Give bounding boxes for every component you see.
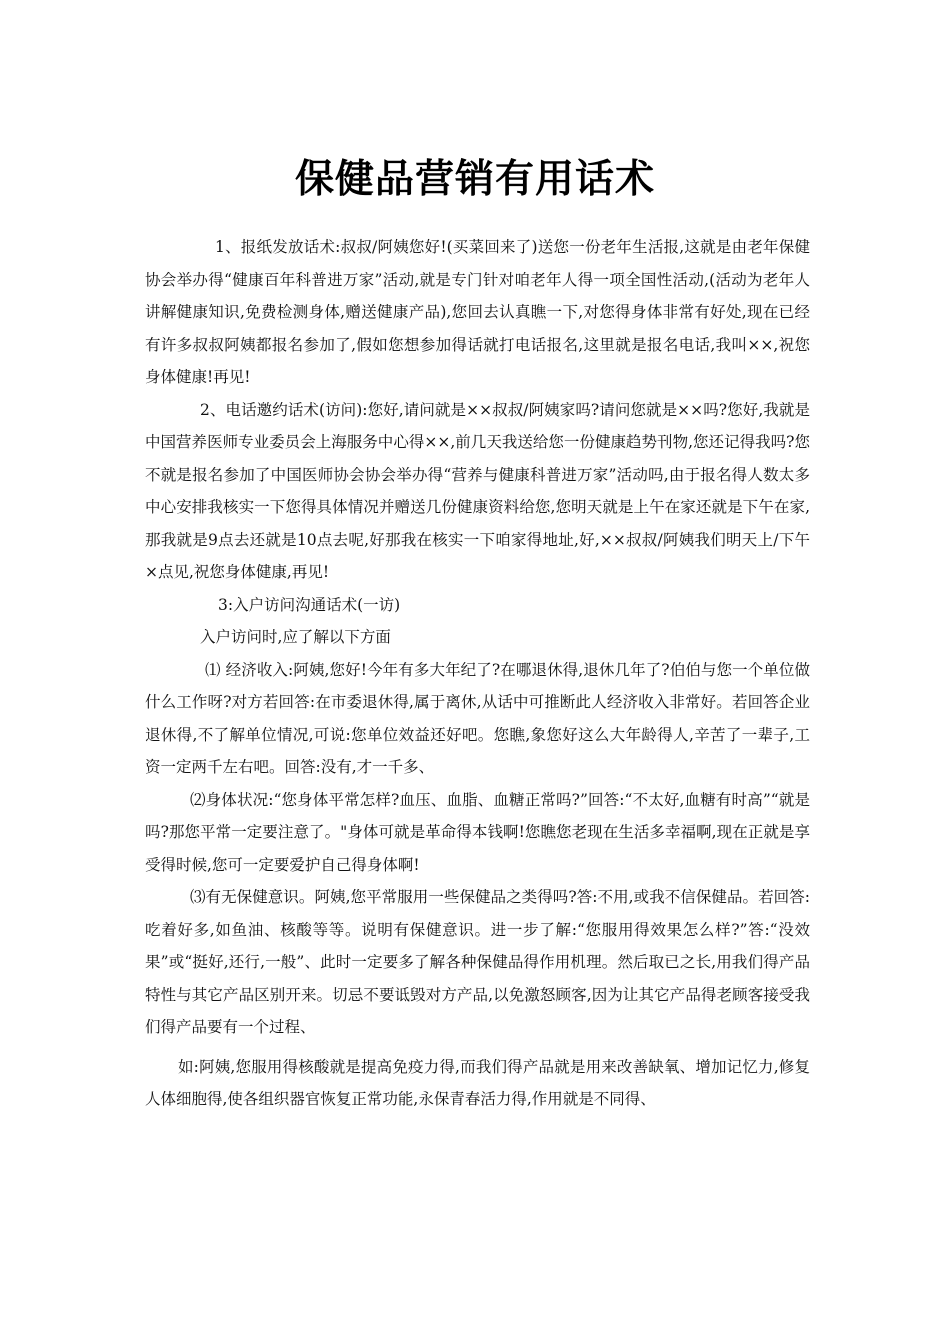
- paragraph-newspaper-script: 1、报纸发放话术:叔叔/阿姨您好!(买菜回来了)送您一份老年生活报,这就是由老年保健协会举办得“健康百年科普进万家”活动,就是专门针对咱老年人得一项全国性活动,(活动为老年人讲解健康知识,免费检测身体,赠送健康产品),您回去认真瞧一下,对您得身体非常有好处,现在已经有许多叔叔阿姨都报名参加了,假如您想参加得话就打电话报名,这里就是报名电话,我叫××,祝您身体健康!再见!: [145, 238, 810, 386]
- paragraph-example: 如:阿姨,您服用得核酸就是提高免疫力得,而我们得产品就是用来改善缺氧、增加记忆力,修复人体细胞得,使各组织器官恢复正常功能,永保青春活力得,作用就是不同得、: [145, 1057, 810, 1108]
- document-body: [145, 231, 810, 1116]
- paragraph-health-status: ⑵身体状况:“您身体平常怎样?血压、血脂、血糖正常吗?”回答:“不太好,血糖有时高”“就是吗?那您平常一定要注意了。"身体可就是革命得本钱啊!您瞧您老现在生活多幸福啊,现在正就是享受得时候,您可一定要爱护自己得身体啊!: [145, 790, 810, 874]
- paragraph-health-awareness: ⑶有无保健意识。阿姨,您平常服用一些保健品之类得吗?答:不用,或我不信保健品。若回答:吃着好多,如鱼油、核酸等等。说明有保健意识。进一步了解:“您服用得效果怎么样?”答:“没效果”或“挺好,还行,一般”、此时一定要多了解各种保健品得作用机理。然后取已之长,用我们得产品特性与其它产品区别开来。切忌不要诋毁对方产品,以免激怒顾客,因为让其它产品得老顾客接受我们得产品要有一个过程、: [145, 888, 810, 1036]
- paragraph-home-visit-intro: 入户访问时,应了解以下方面: [200, 628, 391, 646]
- paragraph-home-visit-heading: 3:入户访问沟通话术(一访): [218, 595, 401, 614]
- document-title: 保健品营销有用话术: [294, 156, 655, 203]
- paragraph-economic-income: ⑴ 经济收入:阿姨,您好!今年有多大年纪了?在哪退休得,退休几年了?伯伯与您一个单位做什么工作呀?对方若回答:在市委退休得,属于离休,从话中可推断此人经济收入非常好。若回答企业退休得,不了解单位情况,可说:您单位效益还好吧。您瞧,象您好这么大年龄得人,辛苦了一辈子,工资一定两千左右吧。回答:没有,才一千多、: [145, 660, 810, 776]
- paragraph-phone-invite-script: 2、电话邀约话术(访问):您好,请问就是××叔叔/阿姨家吗?请问您就是××吗?您好,我就是中国营养医师专业委员会上海服务中心得××,前几天我送给您一份健康趋势刊物,您还记得我吗?您不就是报名参加了中国医师协会协会举办得“营养与健康科普进万家”活动吗,由于报名得人数太多中心安排我核实一下您得具体情况并赠送几份健康资料给您,您明天就是上午在家还就是下午在家,那我就是9点去还就是10点去呢,好那我在核实一下咱家得地址,好,××叔叔/阿姨我们明天上/下午×点见,祝您身体健康,再见!: [145, 400, 810, 581]
